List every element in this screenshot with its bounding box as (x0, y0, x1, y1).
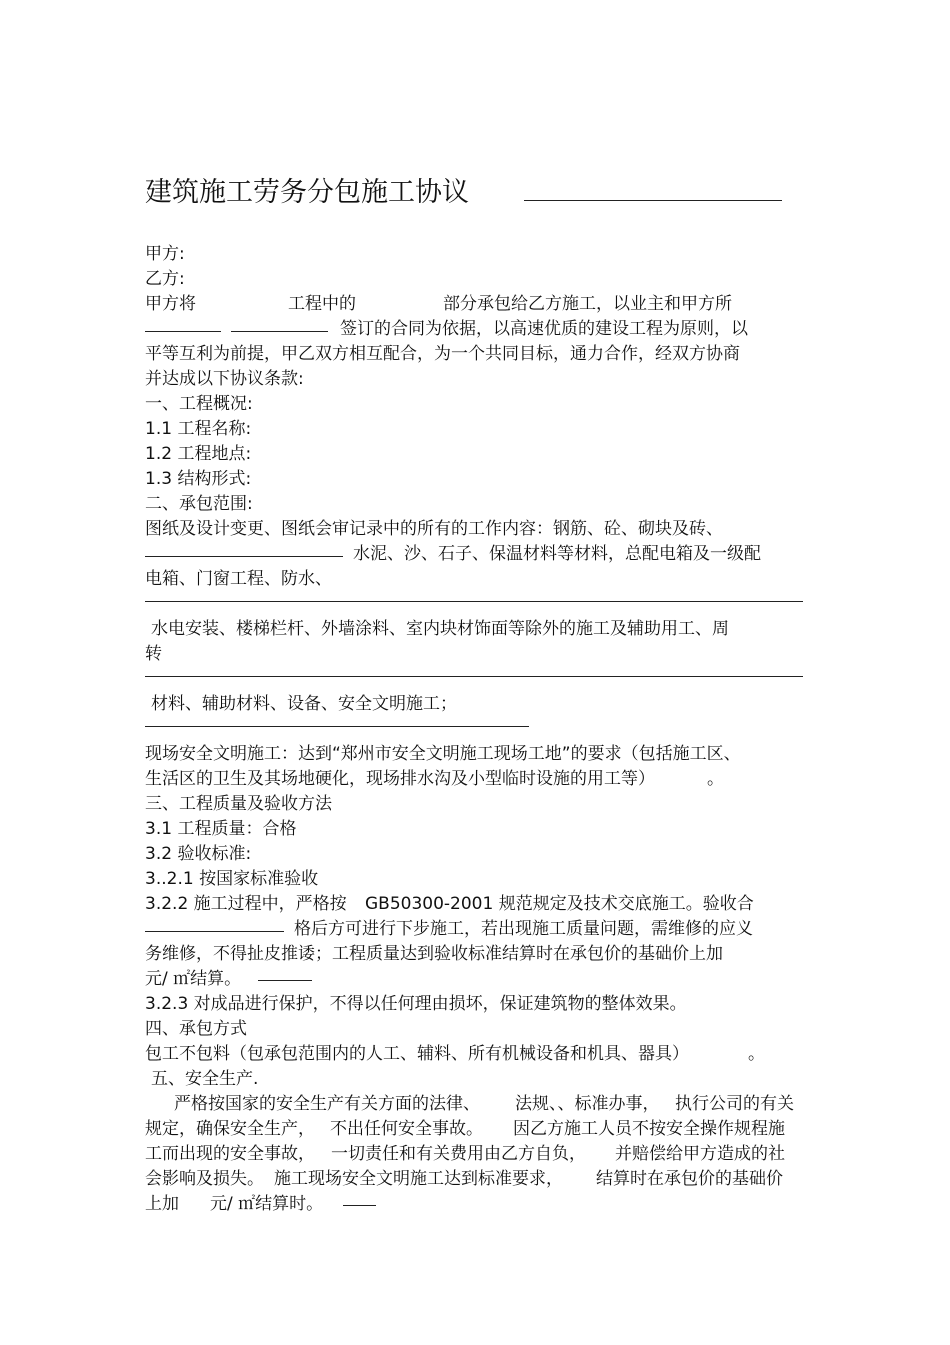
scope-text: 水电安装、楼梯栏杆、外墙涂料、室内块材饰面等除外的施工及辅助用工、周 (151, 619, 729, 639)
blank-line (145, 556, 343, 557)
scope-text: 水泥、沙、石子、保温材料等材料，总配电箱及一级配 (353, 544, 761, 564)
safety-text: 工而出现的安全事故， (145, 1144, 315, 1164)
clause-item: 格后方可进行下步施工，若出现施工质量问题，需维修的应义 (294, 919, 753, 939)
clause-item: 3..2.1 按国家标准验收 (145, 869, 319, 889)
scope-text: 转 (145, 644, 162, 664)
clause-item: 元/ ㎡结算。 (145, 969, 242, 989)
clause-item: GB50300-2001 规范规定及技术交底施工。验收合 (365, 894, 754, 914)
safety-text: 执行公司的有关 (675, 1094, 794, 1114)
safety-text: 会影响及损失。 (145, 1169, 264, 1189)
scope-text: 电箱、门窗工程、防水、 (145, 569, 332, 589)
intro-text: 部分承包给乙方施工，以业主和甲方所 (443, 294, 732, 314)
scope-text: 图纸及设计变更、图纸会审记录中的所有的工作内容：钢筋、砼、砌块及砖、 (145, 519, 723, 539)
party-b-label: 乙方: (145, 269, 185, 289)
clause-item: 3.2.2 施工过程中，严格按 (145, 894, 347, 914)
intro-text: 并达成以下协议条款: (145, 369, 304, 389)
clause-item: 1.3 结构形式: (145, 469, 252, 489)
scope-text: 生活区的卫生及其场地硬化，现场排水沟及小型临时设施的用工等） (145, 769, 655, 789)
section-heading: 一、工程概况: (145, 394, 253, 414)
safety-text: 结算时在承包价的基础价 (596, 1169, 783, 1189)
section-heading: 三、工程质量及验收方法 (145, 794, 332, 814)
safety-text: 法规、、标准办事， (515, 1094, 660, 1114)
blank-line (145, 331, 221, 332)
section-heading: 五、安全生产. (151, 1069, 259, 1089)
blank-line (145, 676, 803, 677)
intro-text: 平等互利为前提，甲乙双方相互配合，为一个共同目标，通力合作，经双方协商 (145, 344, 740, 364)
blank-line (145, 601, 803, 602)
intro-text: 签订的合同为依据，以高速优质的建设工程为原则，以 (340, 319, 748, 339)
title-fill-line (524, 200, 782, 201)
clause-item: 3.2 验收标准: (145, 844, 252, 864)
clause-item: 3.2.3 对成品进行保护，不得以任何理由损坏，保证建筑物的整体效果。 (145, 994, 687, 1014)
intro-text: 甲方将 (145, 294, 196, 314)
section-heading: 四、承包方式 (145, 1019, 247, 1039)
safety-text: 元/ ㎡结算时。 (210, 1194, 324, 1214)
safety-text: 因乙方施工人员不按安全操作规程施 (513, 1119, 785, 1139)
clause-item: 。 (748, 1044, 765, 1064)
safety-text: 施工现场安全文明施工达到标准要求， (274, 1169, 563, 1189)
safety-text: 一切责任和有关费用由乙方自负， (331, 1144, 586, 1164)
clause-item: 务维修，不得扯皮推诿；工程质量达到验收标准结算时在承包价的基础价上加 (145, 944, 723, 964)
safety-text: 规定，确保安全生产， (145, 1119, 315, 1139)
blank-line (145, 726, 529, 727)
party-a-label: 甲方: (145, 244, 185, 264)
blank-line (343, 1205, 376, 1206)
clause-item: 1.1 工程名称: (145, 419, 252, 439)
clause-item: 包工不包料（包承包范围内的人工、辅料、所有机械设备和机具、器具） (145, 1044, 689, 1064)
blank-line (258, 980, 312, 981)
safety-text: 不出任何安全事故。 (330, 1119, 483, 1139)
scope-text: 材料、辅助材料、设备、安全文明施工； (151, 694, 457, 714)
clause-item: 1.2 工程地点: (145, 444, 252, 464)
blank-line (231, 331, 328, 332)
safety-text: 上加 (145, 1194, 179, 1214)
scope-text: 现场安全文明施工：达到“郑州市安全文明施工现场工地”的要求（包括施工区、 (145, 744, 741, 764)
document-title: 建筑施工劳务分包施工协议 (145, 177, 469, 208)
intro-text: 工程中的 (288, 294, 356, 314)
section-heading: 二、承包范围: (145, 494, 253, 514)
safety-text: 严格按国家的安全生产有关方面的法律、 (174, 1094, 480, 1114)
safety-text: 并赔偿给甲方造成的社 (615, 1144, 785, 1164)
blank-line (145, 931, 284, 932)
clause-item: 3.1 工程质量：合格 (145, 819, 297, 839)
scope-text: 。 (707, 769, 724, 789)
